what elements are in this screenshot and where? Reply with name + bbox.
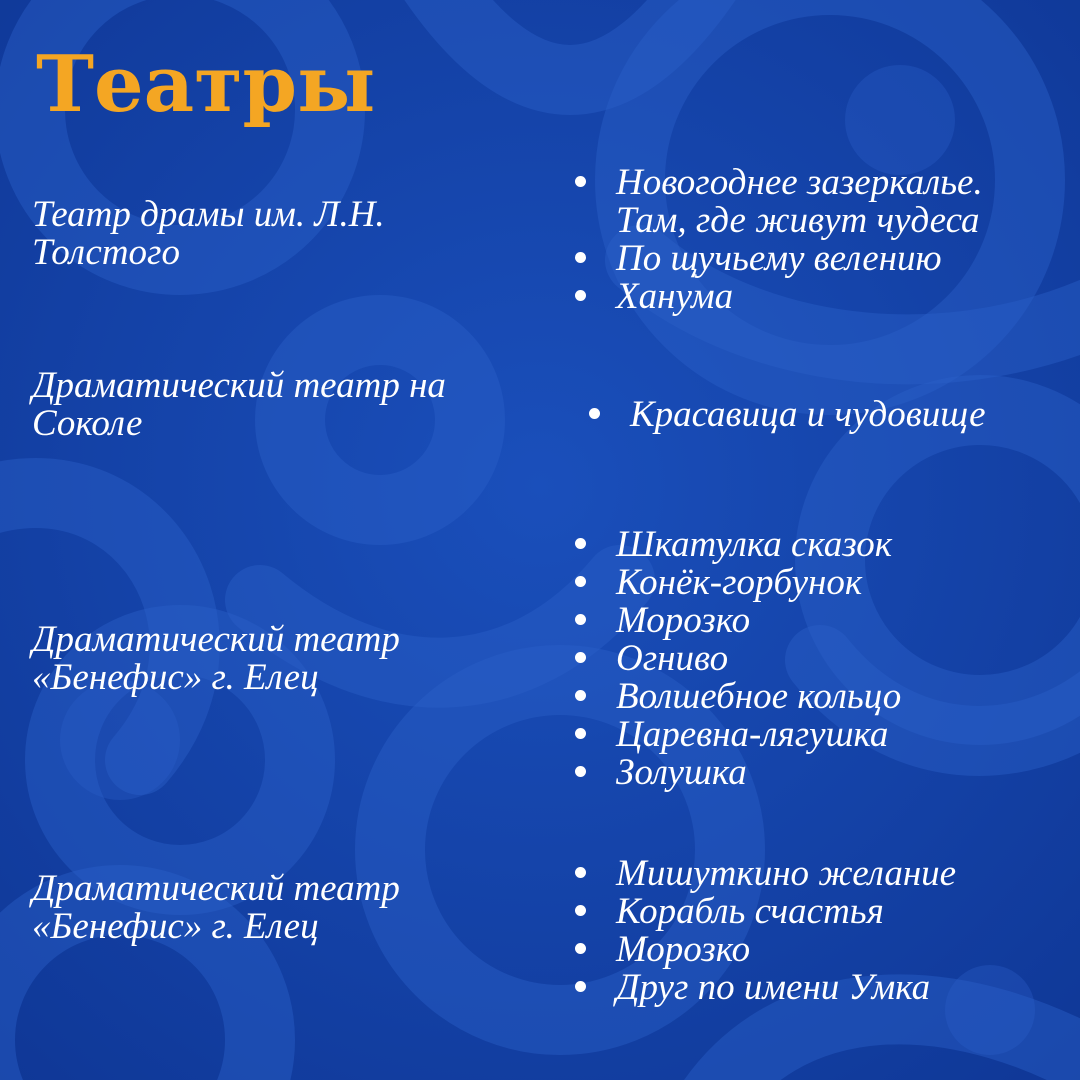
show-list-2	[588, 396, 1078, 434]
show-item: Морозко	[574, 931, 1064, 969]
theater-name-4: Драматический театр «Бенефис» г. Елец	[32, 868, 400, 947]
show-list-4	[574, 855, 1064, 1007]
show-item: По щучьему велению	[574, 240, 1064, 278]
show-item: Новогоднее зазеркалье. Там, где живут чудеса	[574, 164, 1064, 240]
show-list-1	[574, 164, 1064, 316]
show-item: Шкатулка сказок	[574, 526, 1064, 564]
theater-name-1: Театр драмы им. Л.Н. Толстого	[32, 194, 385, 273]
show-item: Царевна-лягушка	[574, 716, 1064, 754]
show-item: Мишуткино желание	[574, 855, 1064, 893]
show-item: Друг по имени Умка	[574, 969, 1064, 1007]
theater-name-3: Драматический театр «Бенефис» г. Елец	[32, 619, 400, 698]
show-item: Огниво	[574, 640, 1064, 678]
show-item: Красавица и чудовище	[588, 396, 1078, 434]
show-item: Конёк-горбунок	[574, 564, 1064, 602]
show-list-3	[574, 526, 1064, 792]
show-item: Ханума	[574, 278, 1064, 316]
theater-name-2: Драматический театр на Соколе	[32, 365, 446, 444]
show-item: Волшебное кольцо	[574, 678, 1064, 716]
show-item: Корабль счастья	[574, 893, 1064, 931]
show-item: Золушка	[574, 754, 1064, 792]
show-item: Морозко	[574, 602, 1064, 640]
page-title: Театры	[36, 39, 376, 130]
